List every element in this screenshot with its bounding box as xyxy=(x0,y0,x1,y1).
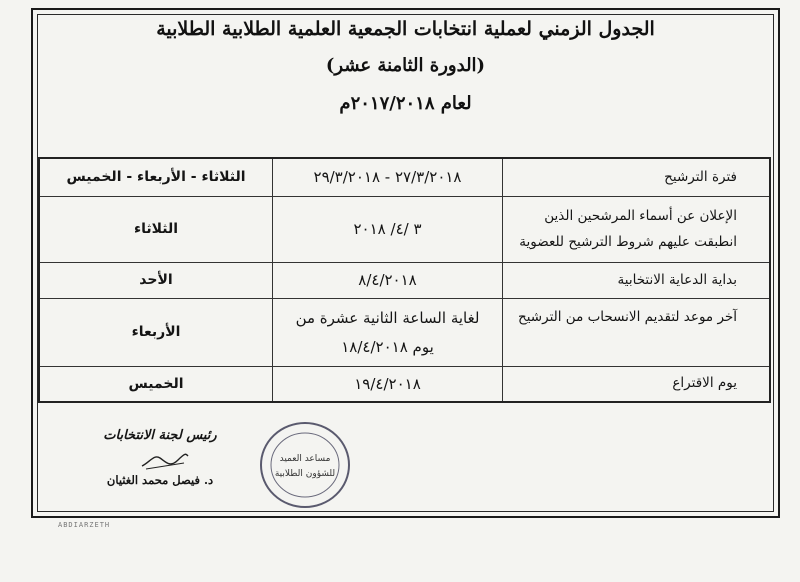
day-cell: الخميس xyxy=(128,375,184,392)
stamp-line1: مساعد العميد xyxy=(279,454,331,464)
event-cell: بداية الدعاية الانتخابية xyxy=(502,263,769,298)
signatory-name: د. فيصل محمد الغثيان xyxy=(106,473,214,487)
session-label: (الدورة الثامنة عشر) xyxy=(325,55,486,76)
day-cell: الأحد xyxy=(139,272,173,289)
date-cell: ٨/٤/٢٠١٨ xyxy=(272,263,502,298)
table-row xyxy=(40,367,769,401)
date-cell: لغاية الساعة الثانية عشرة من يوم ١٨/٤/٢٠١٨ xyxy=(272,299,502,366)
table-row xyxy=(40,299,769,367)
date-cell: ٣ /٤/ ٢٠١٨ xyxy=(272,197,502,262)
day-cell: الثلاثاء xyxy=(133,221,179,238)
table-row xyxy=(40,263,769,299)
document-header xyxy=(37,18,774,113)
signatory-title: رئيس لجنة الانتخابات xyxy=(103,428,217,443)
day-cell: الثلاثاء - الأربعاء - الخميس xyxy=(66,169,246,186)
day-cell: الأربعاء xyxy=(131,324,181,341)
document-title: الجدول الزمني لعملية انتخابات الجمعية العلمية الطلابية الطلابية xyxy=(156,18,655,40)
event-cell: يوم الاقتراع xyxy=(502,367,769,401)
official-stamp xyxy=(258,420,352,510)
date-cell: ١٩/٤/٢٠١٨ xyxy=(272,367,502,401)
academic-year: لعام ٢٠١٧/٢٠١٨م xyxy=(339,93,472,114)
schedule-table xyxy=(38,157,771,403)
event-cell: فترة الترشيح xyxy=(502,159,769,196)
table-row xyxy=(40,197,769,263)
handwritten-signature xyxy=(140,450,190,472)
event-cell: آخر موعد لتقديم الانسحاب من الترشيح xyxy=(502,299,769,366)
event-cell: الإعلان عن أسماء المرشحين الذين انطبقت عليهم شروط الترشيح للعضوية xyxy=(502,197,769,262)
table-row xyxy=(40,159,769,197)
stamp-line2: للشؤون الطلابية xyxy=(274,469,336,479)
serial-number: ABDIARZETH xyxy=(58,521,111,529)
date-cell: ٢٧/٣/٢٠١٨ - ٢٩/٣/٢٠١٨ xyxy=(272,159,502,196)
